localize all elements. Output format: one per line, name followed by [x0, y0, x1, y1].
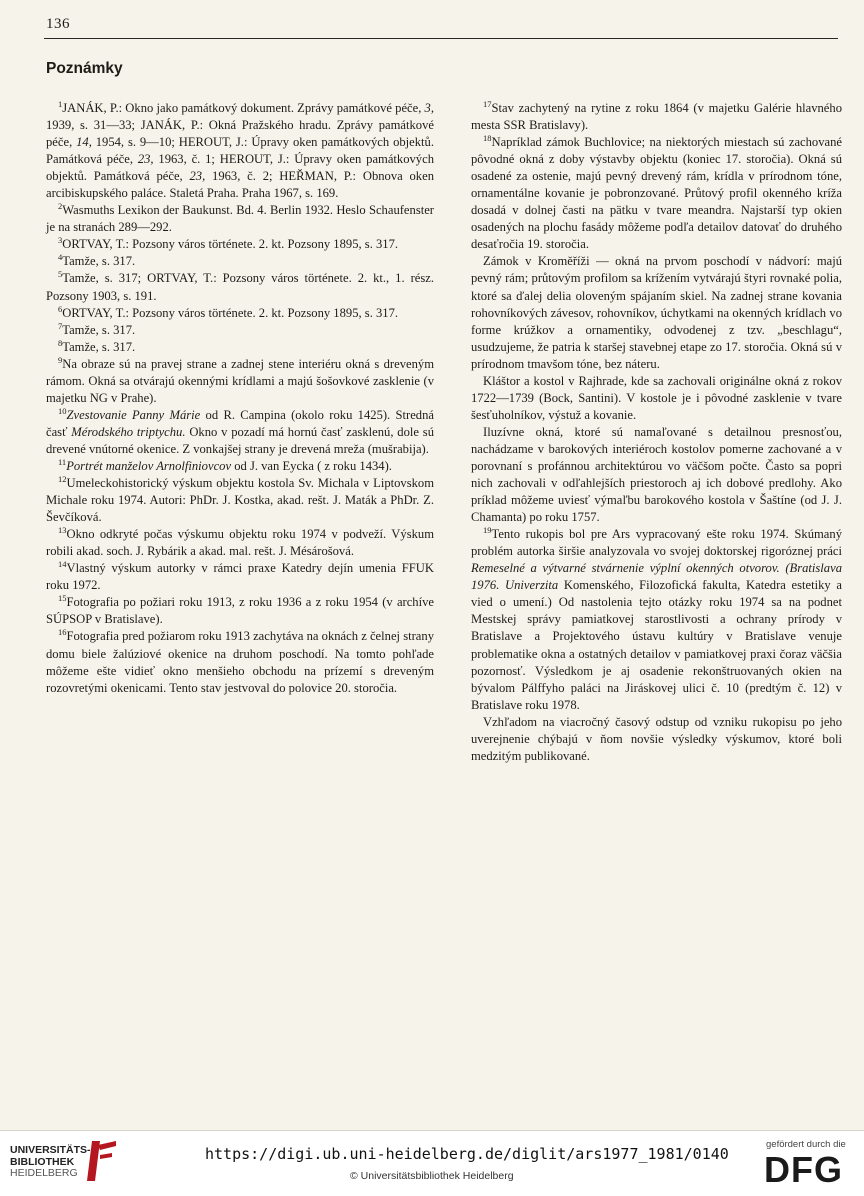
footnote-11 [46, 458, 434, 475]
footnote-text: Fotografia pred požiarom roku 1913 zachytáva na oknách z čelnej strany domu biele žalúziové okenice na druhom poschodí. Na tomto pohľade môžeme ešte vidieť okno menšieho obchodu na prízemí s dreveným rozovretými okenicami. Tento stav jestvoval do polovice 20. storočia. [46, 629, 434, 695]
footnote-number: 11 [58, 456, 67, 467]
footnote-number: 8 [58, 337, 63, 348]
heidelberg-logo-icon [86, 1139, 118, 1183]
library-name-line2: BIBLIOTHEK [10, 1155, 75, 1168]
footnote-text: Vlastný výskum autorky v rámci praxe Katedry dejín umenia FFUK roku 1972. [46, 561, 434, 593]
footnote-text: Iluzívne okná, ktoré sú namaľované s detailnou presnosťou, nachádzame v barokových interiéroch kostolov pomerne zachované a v porovnaní s profánnou architektúrou vo väčšom počte. Často sa popri nich zachovali v odľahlejších priestoroch aj ich dobové predlohy. Ako príklad môžeme uviesť výmaľbu barokového kostola v Šaštíne (od J. J. Chamanta) po roku 1757. [471, 424, 842, 525]
footnote-19 [471, 526, 842, 714]
footnote-text: Tamže, s. 317. [62, 254, 136, 269]
footnote-number: 1 [58, 98, 63, 109]
top-rule [44, 38, 838, 39]
viewer-footer [0, 1131, 864, 1196]
footnote-text: Tamže, s. 317. [62, 322, 136, 337]
footnote-number: 12 [58, 473, 67, 484]
footnote-13 [46, 526, 434, 560]
notes-right-column [471, 100, 842, 765]
footnote-text: Umeleckohistorický výskum objektu kostola Sv. Michala v Liptovskom Michale roku 1974. Autori: PhDr. J. Kostka, akad. rešt. J. Maták a PhDr. Z. Ševčíková. [46, 476, 434, 525]
footnote-number: 16 [58, 627, 67, 638]
dfg-logo: DFG [764, 1149, 843, 1190]
footnote-text: Tamže, s. 317. [62, 339, 136, 354]
footnote-3 [46, 236, 434, 253]
footnote-number: 7 [58, 320, 63, 331]
footnote-text: Okno odkryté počas výskumu objektu roku 1974 v podveží. Výskum robili akad. soch. J. Rybárik a akad. mal. rešt. J. Mésárošová. [46, 527, 434, 559]
footnote-number: 4 [58, 252, 63, 263]
copyright-notice: © Universitätsbibliothek Heidelberg [350, 1170, 514, 1182]
footnote-number: 9 [58, 354, 63, 365]
footnote-17 [471, 100, 842, 134]
footnote-number: 13 [58, 524, 67, 535]
footnote-text: Napríklad zámok Buchlovice; na niektorých miestach sú zachované pôvodné okná z doby výstavby objektu (koniec 17. storočia). Okná sú osadené za ostenie, majú pevný drevený rám, krídla v prírodnom tóne, ornamentálne kovanie je pobronzované. Průtový profil okenného kríža dosadá v dolnej časti na pätku v tvare meandra. Najstarší typ okien osadených na plochu fasády môžeme podľa detailov datovať do druhého desaťročia 19. storočia. [471, 135, 842, 252]
footnote-number: 18 [483, 132, 492, 143]
footnote-text: ORTVAY, T.: Pozsony város története. 2. kt. Pozsony 1895, s. 317. [62, 305, 399, 320]
footnote-text: Na obraze sú na pravej strane a zadnej stene interiéru okná s dreveným rámom. Okná sa otvárajú okennými krídlami a majú šošovkové zasklenie (v majetku NG v Prahe). [46, 356, 434, 405]
footnote-number: 6 [58, 303, 63, 314]
footnote-number: 19 [483, 524, 492, 535]
notes-left-column [46, 100, 434, 697]
footnote-text: Kláštor a kostol v Rajhrade, kde sa zachovali originálne okná z rokov 1722—1739 (Bock, Santini). V kostole je i pôvodné zasklenie v tvare šesťuholníkov, výstuž a kovanie. [471, 373, 842, 422]
footnote-6 [46, 305, 434, 322]
footnote-text: Stav zachytený na rytine z roku 1864 (v majetku Galérie hlavného mesta SSR Bratislavy). [471, 101, 842, 133]
footnote-text: Tento rukopis bol pre Ars vypracovaný ešte roku 1974. Skúmaný problém autorka širšie analyzovala vo svojej doktorskej rigoróznej práci Remeselné a výtvarné stvárnenie výplní okenných otvorov. (Bratislava 1976. Univerzita Komenského, Filozofická fakulta, Katedra estetiky a vied o umení.) Od nastolenia tejto otázky roku 1974 sa na podnet Mestskej správy pamiatkovej starostlivosti a ochrany prírody v Bratislave a Projektového ústavu kultúry v Bratislave venuje problematike okna a ostatných detailov v pamiatkovej praxi čoraz väčšia pozornosť. Výsledkom je aj osadenie rekonštruovaných okien na bývalom Pálffyho paláci na Jiráskovej ulici č. 10 (predtým č. 12) v Bratislave roku 1978. [471, 527, 843, 712]
right-paragraph-3 [471, 373, 842, 424]
footnote-15 [46, 594, 434, 628]
footnote-text: ORTVAY, T.: Pozsony város története. 2. kt. Pozsony 1895, s. 317. [62, 237, 399, 252]
footnote-12 [46, 475, 434, 526]
page-number: 136 [46, 16, 70, 32]
footnote-text: Tamže, s. 317; ORTVAY, T.: Pozsony város története. 2. kt., 1. rész. Pozsony 1903, s. 191. [46, 271, 434, 303]
footnote-text: Portrét manželov Arnolfiniovcov od J. van Eycka ( z roku 1434). [66, 458, 392, 473]
library-name-line3: HEIDELBERG [10, 1167, 78, 1179]
footnote-number: 15 [58, 593, 67, 604]
footnote-7 [46, 322, 434, 339]
footnote-number: 3 [58, 235, 63, 246]
footnote-number: 10 [58, 405, 67, 416]
library-logo-text [10, 1145, 91, 1180]
footnote-4 [46, 253, 434, 270]
footnote-8 [46, 339, 434, 356]
footnote-1 [46, 100, 434, 202]
right-paragraph-4 [471, 424, 842, 526]
right-paragraph-2 [471, 253, 842, 372]
right-paragraph-6 [471, 714, 842, 765]
footnote-5 [46, 270, 434, 304]
footnote-text: Vzhľadom na viacročný časový odstup od vzniku rukopisu po jeho uverejnenie chýbajú v ňom novšie výsledky výskumov, ktoré boli medzitým publikované. [471, 714, 842, 763]
permalink-url[interactable]: https://digi.ub.uni-heidelberg.de/diglit/ars1977_1981/0140 [205, 1145, 729, 1163]
funding-label: gefördert durch die [766, 1139, 846, 1150]
footnote-number: 5 [58, 269, 63, 280]
section-heading: Poznámky [46, 60, 123, 77]
footnote-text: JANÁK, P.: Okno jako památkový dokument. Zprávy památkové péče, 3, 1939, s. 31—33; JANÁK, P.: Okná Pražského hradu. Zprávy památkové péče, 14, 1954, s. 9—10; HEROUT, J.: Úpravy oken památkových objektů. Památková péče, 23, 1963, č. 1; HEROUT, J.: Úpravy oken památkových objektů. Památková péče, 23, 1963, č. 2; HEŘMAN, P.: Obnova oken arcibiskupského paláce. Staletá Praha. Praha 1967, s. 169. [46, 101, 434, 201]
footnote-text: Wasmuths Lexikon der Baukunst. Bd. 4. Berlin 1932. Heslo Schaufenster je na stranách 289—292. [46, 203, 434, 235]
footnote-10 [46, 407, 434, 458]
footnote-text: Zámok v Kroměříži — okná na prvom poschodí v nádvorí: majú pevný rám; průtovým profilom sa krížením vytvárajú štyri rovnaké polia, ktoré sa ďalej delia oloveným spájaním skiel. Na zadnej strane kovania rohovníkových závesov, rohovníkov, úchytkami na okenných krídlach vo forme krúžkov a ornamentiky, odvodenej z tzv. „beschlagu“, usudzujeme, že patria k staršej stavebnej etape zo 17. storočia. Okná sú v prírodnom tmavšom tóne, bez náteru. [471, 254, 842, 371]
footnote-number: 17 [483, 98, 492, 109]
footnote-2 [46, 202, 434, 236]
footnote-9 [46, 356, 434, 407]
library-name-line1: UNIVERSITÄTS- [10, 1144, 91, 1156]
footnote-16 [46, 628, 434, 696]
footnote-text: Zvestovanie Panny Márie od R. Campina (okolo roku 1425). Stredná časť Mérodského triptychu. Okno v pozadí má hornú časť zasklenú, dole sú drevené vnútorné okenice. Z vonkajšej strany je drevená mreža (mušrabija). [46, 407, 434, 456]
footnote-14 [46, 560, 434, 594]
footnote-18 [471, 134, 842, 253]
footnote-text: Fotografia po požiari roku 1913, z roku 1936 a z roku 1954 (v archíve SÚPSOP v Bratislave). [46, 595, 434, 627]
footnote-number: 2 [58, 201, 63, 212]
footnote-number: 14 [58, 559, 67, 570]
